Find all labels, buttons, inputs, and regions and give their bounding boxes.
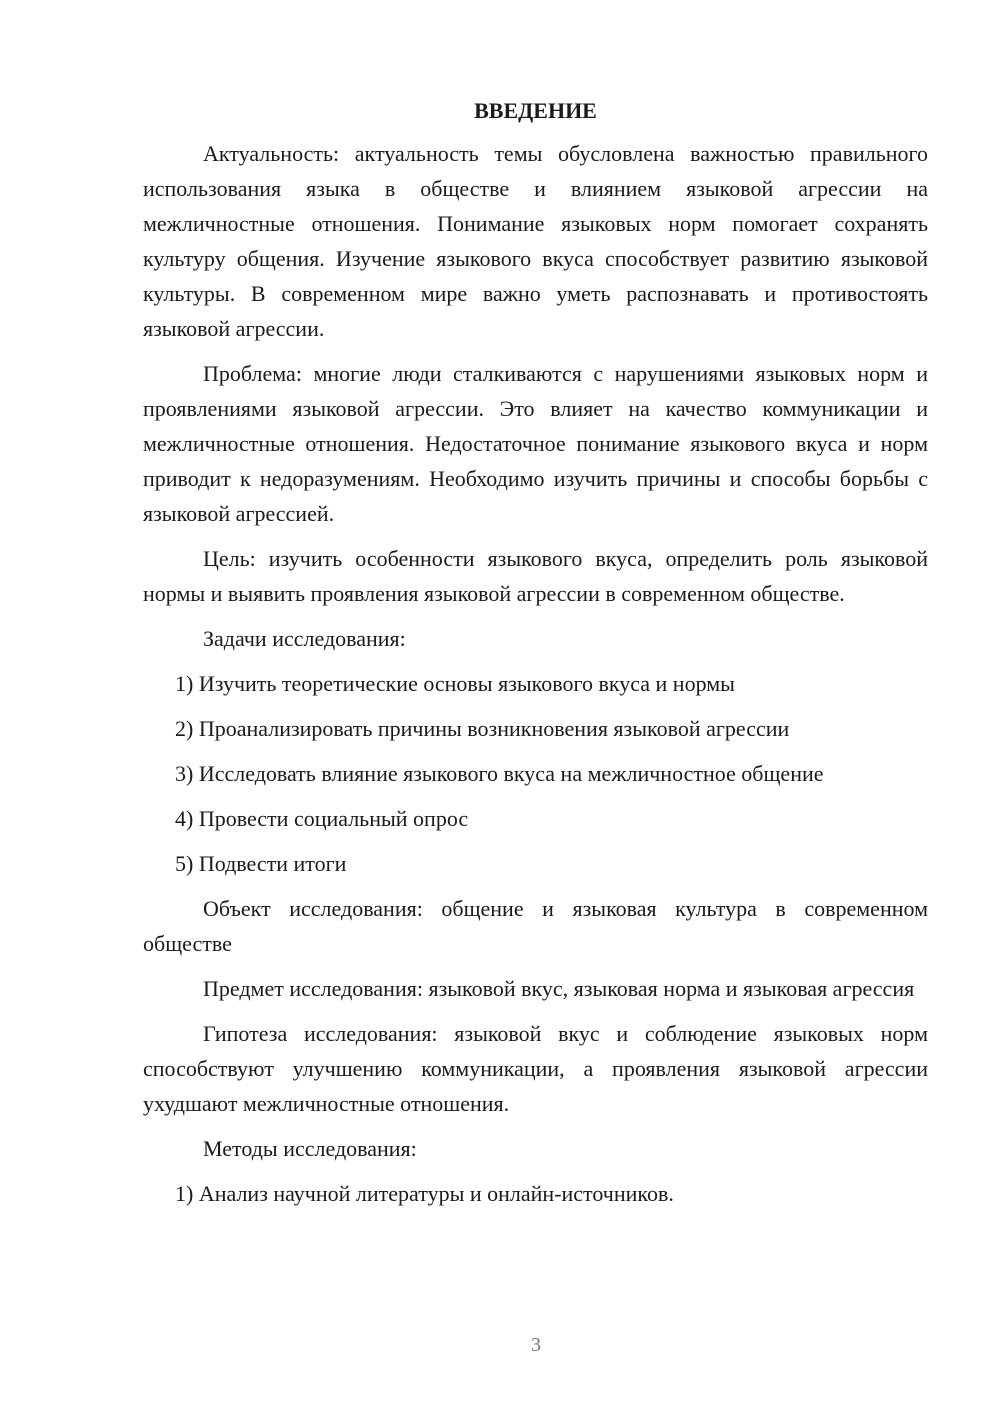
task-item-5: 5) Подвести итоги [175,851,347,876]
problem-paragraph: Проблема: многие люди сталкиваются с нарушениями языковых норм и проявлениями языковой агрессии. Это влияет на качество коммуникации и межличностные отношения. Недостаточное понимание языкового вкуса и норм приводит к недоразумениям. Необходимо изучить причины и способы борьбы с языковой агрессией. [143,361,928,526]
methods-list [143,1176,928,1211]
hypothesis-paragraph: Гипотеза исследования: языковой вкус и соблюдение языковых норм способствуют улучшению коммуникации, а проявления языковой агрессии ухудшают межличностные отношения. [143,1021,928,1116]
methods-label: Методы исследования: [203,1136,417,1161]
document-page [143,96,928,1221]
task-item-3: 3) Исследовать влияние языкового вкуса на межличностное общение [175,761,824,786]
subject-paragraph: Предмет исследования: языковой вкус, языковая норма и языковая агрессия [203,976,915,1001]
relevance-paragraph: Актуальность: актуальность темы обусловлена важностью правильного использования языка в обществе и влиянием языковой агрессии на межличностные отношения. Понимание языковых норм помогает сохранять культуру общения. Изучение языкового вкуса способствует развитию языковой культуры. В современном мире важно уметь распознавать и противостоять языковой агрессии. [143,141,928,341]
task-item-1: 1) Изучить теоретические основы языкового вкуса и нормы [175,671,735,696]
task-item-2: 2) Проанализировать причины возникновения языковой агрессии [175,716,790,741]
page-number: 3 [531,1334,541,1356]
task-item-4: 4) Провести социальный опрос [175,806,469,831]
object-paragraph: Объект исследования: общение и языковая культура в современном обществе [143,896,928,956]
tasks-label: Задачи исследования: [203,626,406,651]
section-title: ВВЕДЕНИЕ [474,98,597,123]
goal-paragraph: Цель: изучить особенности языкового вкуса, определить роль языковой нормы и выявить проявления языковой агрессии в современном обществе. [143,546,928,606]
tasks-list [143,666,928,881]
method-item-1: 1) Анализ научной литературы и онлайн-источников. [175,1181,674,1206]
